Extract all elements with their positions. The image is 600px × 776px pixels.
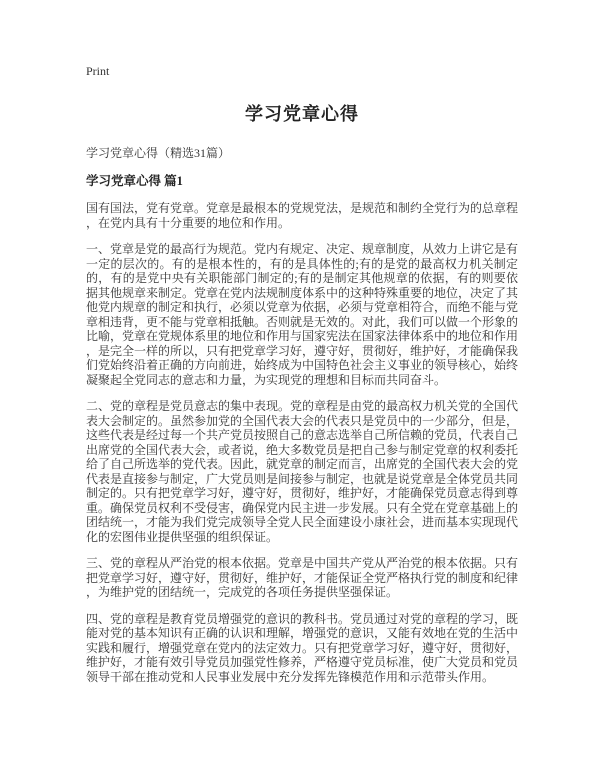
paragraph-point-3: 三、党的章程从严治党的根本依据。党章是中国共产党从严治党的根本依据。只有把党章学习好，遵守好，贯彻好，维护好，才能保证全党严格执行党的制度和纪律，为维护党的团结统一，完成党的各项任务提供坚强保证。 [86, 556, 519, 599]
print-button[interactable]: Print [86, 64, 110, 78]
document-body [86, 201, 518, 684]
page-title: 学习党章心得 [245, 104, 359, 124]
paragraph-point-1: 一、党章是党的最高行为规范。党内有规定、决定、规章制度，从效力上讲它是有一定的层次的。有的是根本性的，有的是具体性的;有的是党的最高权力机关制定的，有的是党中央有关职能部门制定的;有的是制定其他规章的依据，有的则要依据其他规章来制定。党章在党内法规制度体系中的这种特殊重要的地位，决定了其他党内规章的制定和执行，必须以党章为依据，必须与党章相符合，而绝不能与党章相违背，更不能与党章相抵触。否则就是无效的。对此，我们可以做一个形象的比喻，党章在党规体系里的地位和作用与国家宪法在国家法律体系中的地位和作用，是完全一样的所以，只有把党章学习好，遵守好，贯彻好，维护好，才能确保我们党始终沿着正确的方向前进，始终成为中国特色社会主义事业的领导核心，始终凝聚起全党同志的意志和力量，为实现党的理想和目标而共同奋斗。 [86, 242, 519, 387]
paragraph-point-2: 二、党的章程是党员意志的集中表现。党的章程是由党的最高权力机关党的全国代表大会制定的。虽然参加党的全国代表大会的代表只是党员中的一少部分，但是，这些代表是经过每一个共产党员按照自己的意志选举自己所信赖的党员，代表自己出席党的全国代表大会，或者说，绝大多数党员是把自己参与制定党章的权利委托给了自己所选举的党代表。因此，就党章的制定而言，出席党的全国代表大会的党代表是直接参与制定，广大党员则是间接参与制定，也就是说党章是全体党员共同制定的。只有把党章学习好，遵守好，贯彻好，维护好，才能确保党员意志得到尊重。确保党员权利不受侵害，确保党内民主进一步发展。只有全党在党章基础上的团结统一，才能为我们党完成领导全党人民全面建设小康社会，进而基本实现现代化的宏图伟业提供坚强的组织保证。 [86, 399, 519, 544]
paragraph-intro: 国有国法，党有党章。党章是最根本的党规党法，是规范和制约全党行为的总章程，在党内具有十分重要的地位和作用。 [86, 201, 519, 230]
paragraph-point-4: 四、党的章程是教育党员增强党的意识的教科书。党员通过对党的章程的学习，既能对党的基本知识有正确的认识和理解，增强党的意识，又能有效地在党的生活中实践和履行，增强党章在党内的法定效力。只有把党章学习好，遵守好，贯彻好，维护好，才能有效引导党员加强党性修养，严格遵守党员标准，使广大党员和党员领导干部在推动党和人民事业发展中充分发挥先锋模范作用和示范带头作用。 [86, 611, 519, 684]
section-heading: 学习党章心得 篇1 [86, 174, 183, 188]
doc-subtitle: 学习党章心得（精选31篇） [86, 146, 231, 160]
